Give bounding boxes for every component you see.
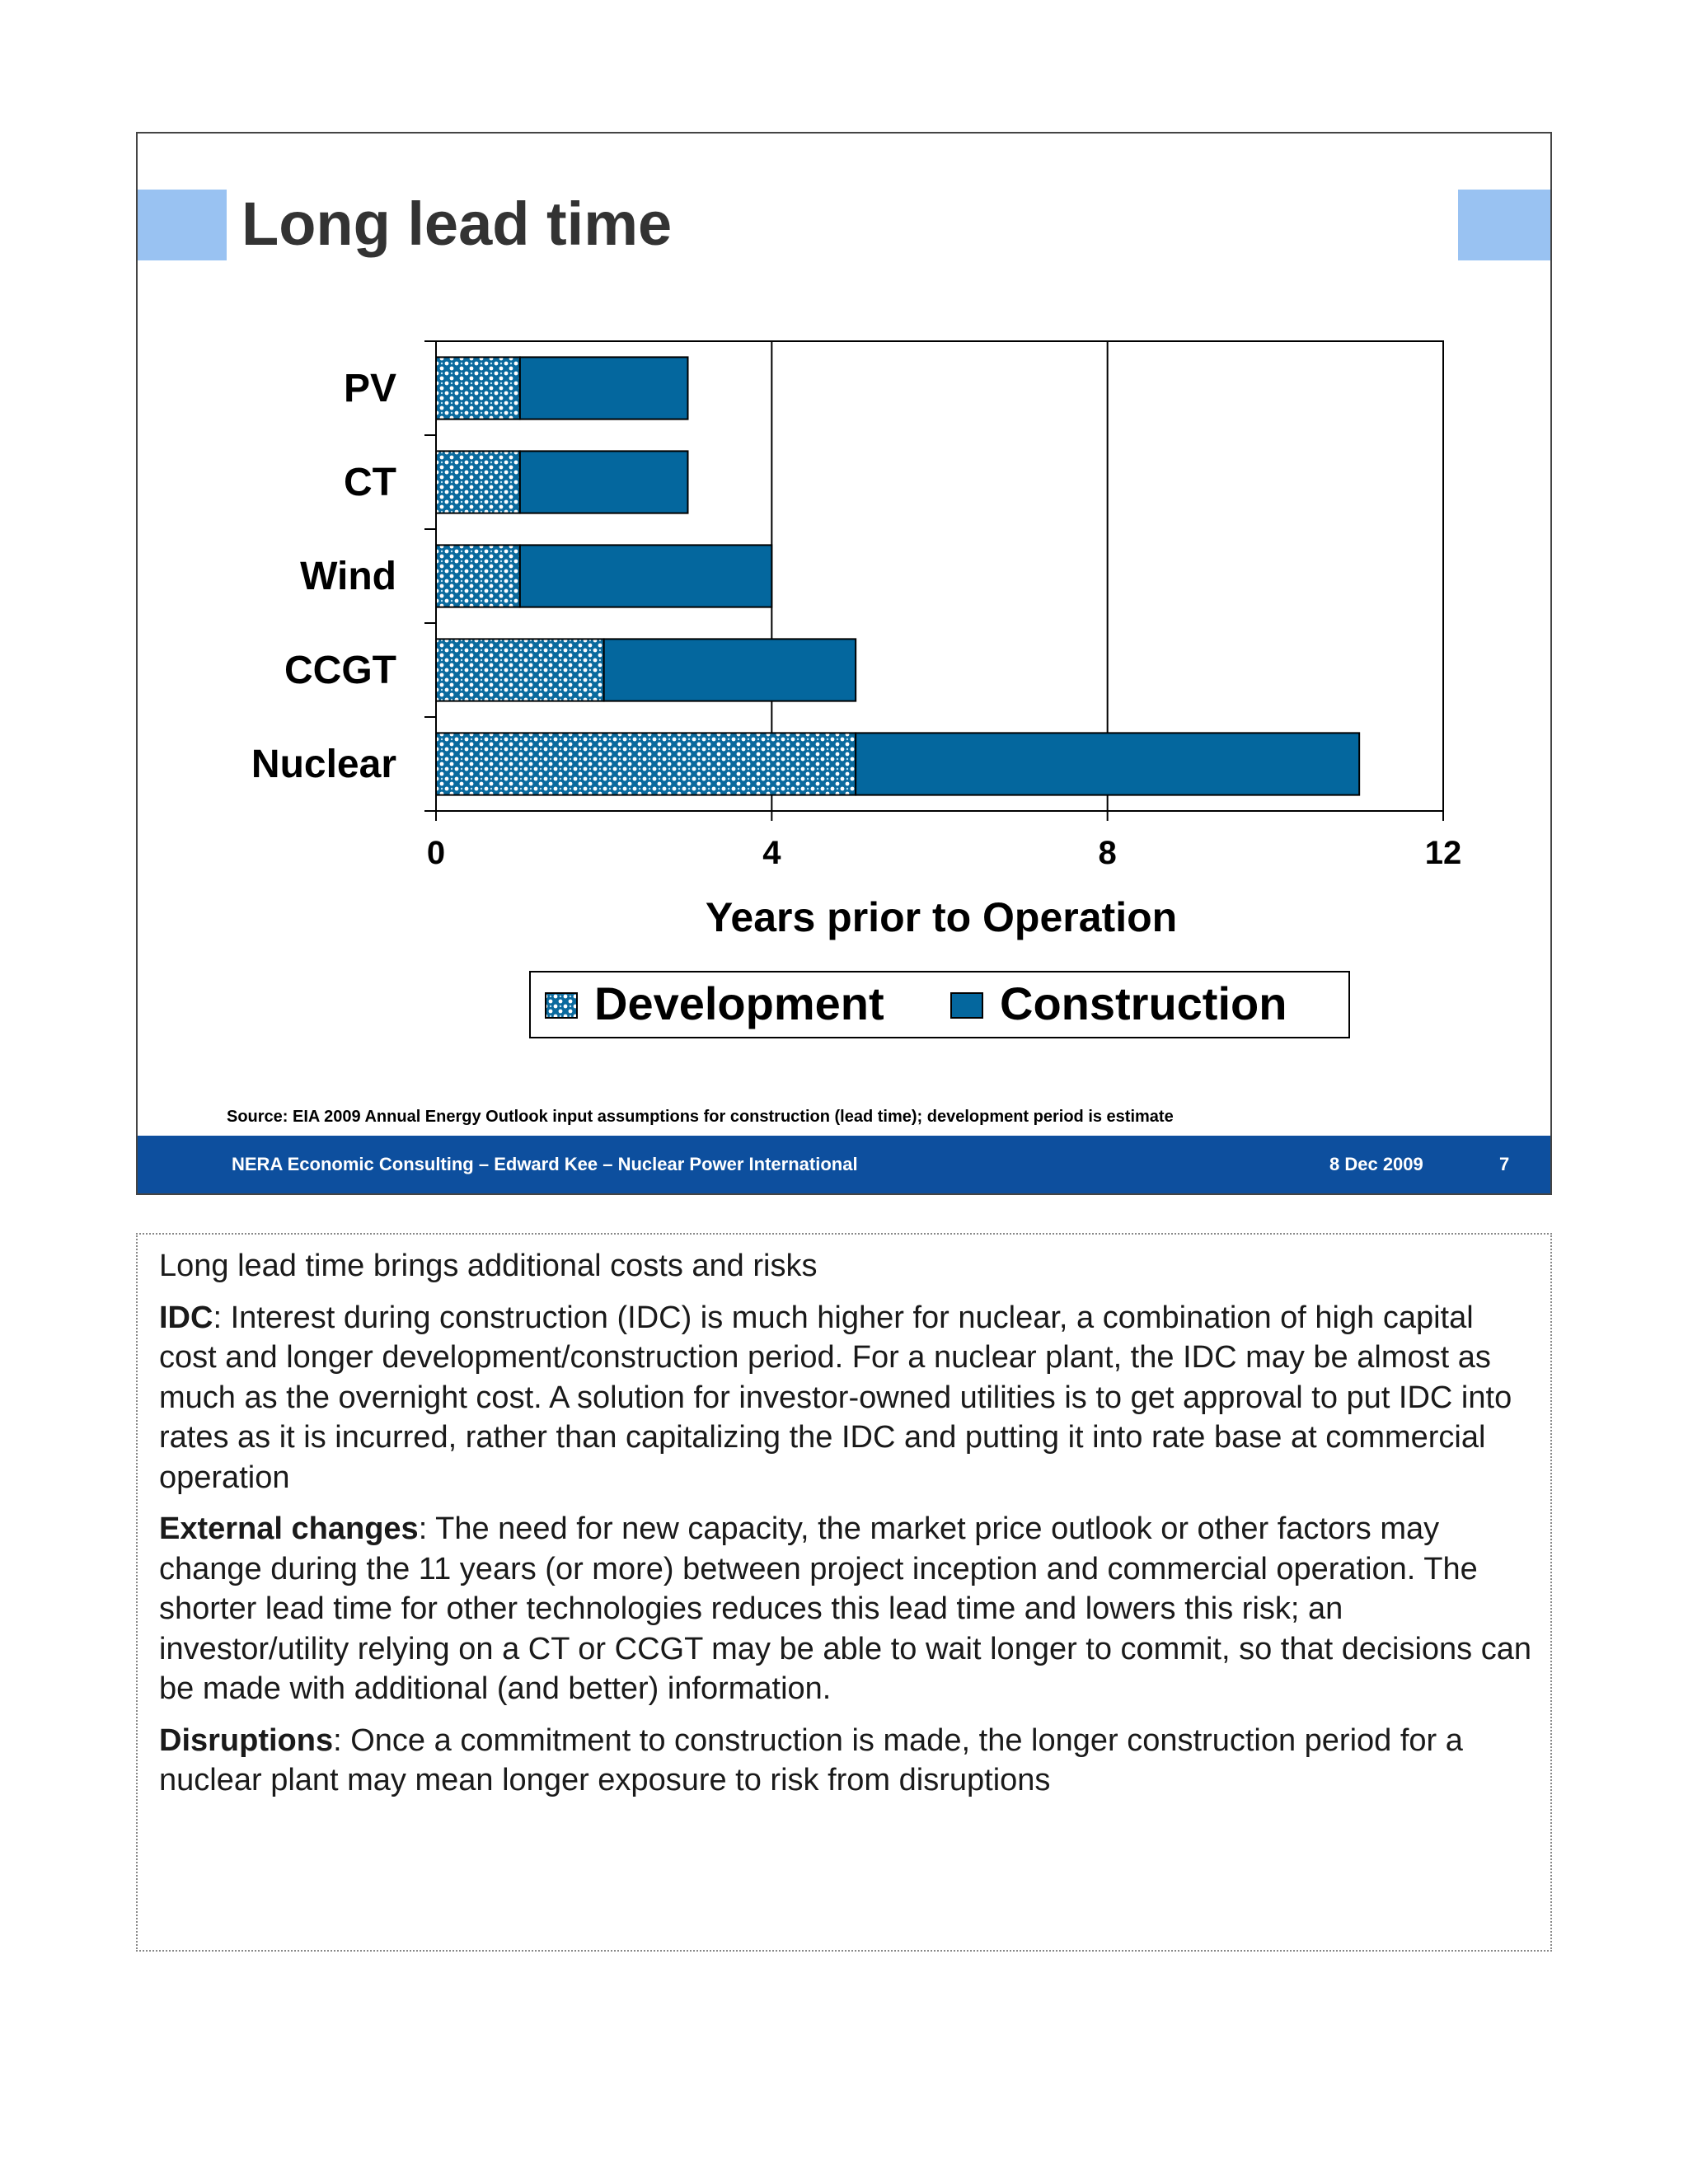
footer-date: 8 Dec 2009: [1329, 1154, 1423, 1174]
bar-construction-pv: [520, 357, 688, 419]
note-item-idc: [159, 1298, 1536, 1498]
bar-development-ct: [436, 451, 520, 513]
note-item-disruptions: [159, 1721, 1536, 1801]
y-category-label: Wind: [300, 555, 396, 598]
y-category-label: CT: [344, 461, 396, 504]
bar-construction-wind: [520, 545, 772, 607]
source-note: Source: EIA 2009 Annual Energy Outlook input assumptions for construction (lead time); development period is estimate: [227, 1108, 1174, 1126]
legend-swatch-development: [546, 993, 577, 1018]
footer-page-number: 7: [1499, 1154, 1510, 1174]
chart-legend: [530, 972, 1349, 1038]
bar-construction-ccgt: [604, 639, 856, 701]
note-term: Disruptions: [159, 1722, 334, 1758]
bar-development-ccgt: [436, 639, 604, 701]
y-category-label: PV: [343, 367, 396, 410]
note-term: IDC: [159, 1300, 213, 1335]
note-term: External changes: [159, 1511, 419, 1546]
note-item-external-changes: [159, 1509, 1536, 1709]
legend-swatch-construction: [951, 993, 982, 1018]
slide: [136, 132, 1552, 1195]
x-tick-label: 12: [1424, 835, 1462, 871]
slide-footer: [138, 1136, 1550, 1193]
y-category-label: Nuclear: [251, 743, 396, 786]
lead-time-chart: [138, 134, 1550, 1057]
note-text: : The need for new capacity, the market price outlook or other factors may change during the 11 years (or more) between project inception and commercial operation. The shorter lead time for other technologies reduces this lead time and lowers this risk; an investor/utility relying on a CT or CCGT may be able to wait longer to commit, so that decisions can be made with additional (and better) information.: [159, 1511, 1531, 1706]
footer-credit: NERA Economic Consulting – Edward Kee – Nuclear Power International: [232, 1154, 858, 1174]
legend-label-construction: Construction: [1000, 977, 1287, 1029]
x-axis-title: Years prior to Operation: [705, 894, 1178, 940]
bar-development-wind: [436, 545, 520, 607]
x-tick-label: 8: [1098, 835, 1117, 871]
x-tick-label: 0: [426, 835, 446, 871]
y-category-label: CCGT: [284, 649, 396, 692]
slide-title: Long lead time: [241, 190, 673, 258]
legend-label-development: Development: [594, 977, 884, 1029]
speaker-notes: [136, 1233, 1552, 1952]
notes-heading: Long lead time brings additional costs and risks: [159, 1249, 818, 1283]
note-text: : Once a commitment to construction is made, the longer construction period for a nuclear plant may mean longer exposure to risk from disruptions: [159, 1722, 1463, 1797]
x-tick-label: 4: [762, 835, 781, 871]
bar-development-pv: [436, 357, 520, 419]
note-text: : Interest during construction (IDC) is much higher for nuclear, a combination of high capital cost and longer development/construction period. For a nuclear plant, the IDC may be almost as much as the overnight cost. A solution for investor-owned utilities is to get approval to put IDC into rates as it is incurred, rather than capitalizing the IDC and putting it into rate base at commercial operation: [159, 1300, 1512, 1495]
bar-construction-ct: [520, 451, 688, 513]
bar-construction-nuclear: [856, 733, 1359, 794]
bar-development-nuclear: [436, 733, 856, 794]
